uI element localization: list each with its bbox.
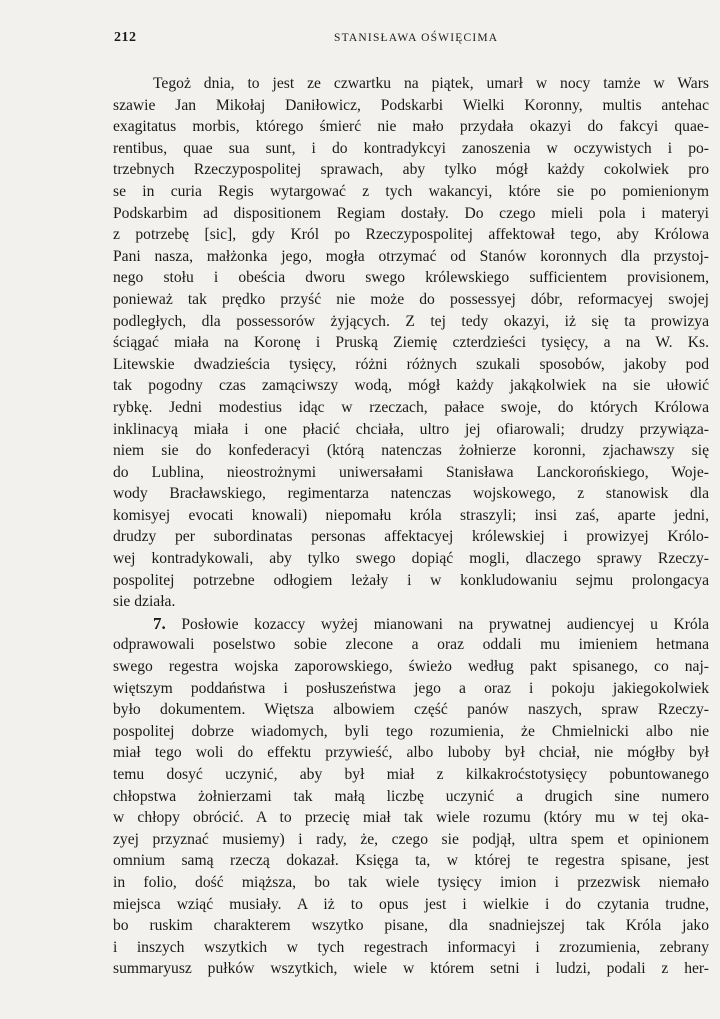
text-line <box>113 915 709 937</box>
line-text: Tegoż dnia, to jest ze czwartku na piątek, umarł w nocy tamże w Wars <box>153 75 709 92</box>
text-line <box>113 764 709 786</box>
line-text: z potrzebę [sic], gdy Król po Rzeczypospolitej affektował tego, aby Królowa <box>113 226 709 244</box>
page-header <box>0 30 720 52</box>
section-number: 7. <box>153 613 166 633</box>
text-line <box>113 289 709 311</box>
line-text: summaryusz pułków wszytkich, wiele w którem setni i ludzi, podali z her- <box>113 960 709 978</box>
text-line <box>113 224 709 246</box>
line-text: nego stołu i obeścia dworu swego królewskiego sufficientem provisionem, <box>113 269 709 287</box>
text-line <box>113 591 709 613</box>
text-line <box>113 548 709 570</box>
line-text: miejsca wziąć musiały. A iż to opus jest i wielkie i do czytania trudne, <box>113 895 709 913</box>
line-text: in folio, dość miąższa, bo tak wiele tysięcy imion i przezwisk niemało <box>113 873 709 891</box>
text-line <box>113 181 709 203</box>
text-line <box>113 73 709 95</box>
text-line <box>113 613 709 635</box>
line-text: Litewskie dwadzieścia tysięcy, różni różnych szukali sposobów, jakoby pod <box>113 355 709 373</box>
line-text: swego regestra wojska zaporowskiego, świeżo według pakt spisanego, co naj- <box>113 658 709 676</box>
line-text: rybkę. Jedni modestius idąc w rzeczach, pałace swoje, do których Królowa <box>113 398 709 416</box>
line-text: miał tego woli do effektu przywieść, albo luboby był chciał, nie mógłby był <box>113 744 709 762</box>
text-line <box>113 894 709 916</box>
text-line <box>113 138 709 160</box>
text-line <box>113 311 709 333</box>
line-text: niem sie do konfederacyi (którą natenczas żołnierze koronni, zjachawszy się <box>113 442 709 460</box>
text-line <box>113 440 709 462</box>
line-text: sie działa. <box>113 593 176 611</box>
line-text: drudzy per subordinatas personas affektacyej królewskiej i prowizyej Królo- <box>113 528 709 546</box>
line-text: rentibus, quae sua sunt, i do kontradykcyi zanoszenia w oczywistych i po- <box>113 139 709 157</box>
line-text: i inszych wszytkich w tych regestrach informacyi i zrozumienia, zebrany <box>113 938 709 956</box>
text-line <box>113 354 709 376</box>
line-text: inklinacyą miała i one płacić chciała, ultro jej ofiarowali; drudzy przywiąza- <box>113 420 709 438</box>
text-line <box>113 699 709 721</box>
line-text: do Lublina, nieostrożnymi uniwersałami Stanisława Lanckorońskiego, Woje- <box>113 463 709 481</box>
line-text: wej kontradykowali, aby tylko swego dopiąć mogli, dlaczego sprawy Rzeczy- <box>113 550 709 568</box>
text-line <box>113 807 709 829</box>
text-line <box>113 742 709 764</box>
text-line <box>113 419 709 441</box>
text-line <box>113 678 709 700</box>
line-text: pospolitej potrzebne odłogiem leżały i w konkludowaniu sejmu prolongacya <box>113 571 709 589</box>
line-text: tak pogodny czas zamąciwszy wodą, mógł każdy jakąkolwiek na sie ułowić <box>113 377 709 395</box>
line-text: trzebnych Rzeczypospolitej sprawach, aby tylko mógł każdy cokolwiek pro <box>113 161 709 179</box>
line-text: pospolitej dobrze wiadomych, byli tego rozumienia, że Chmielnicki albo nie <box>113 722 709 740</box>
line-text: więtszym poddaństwa i posłuszeństwa jego a oraz i pokoju jakiegokolwiek <box>113 679 709 697</box>
line-text: Posłowie kozaccy wyżej mianowani na prywatnej audiencyej u Króla <box>181 615 709 633</box>
text-line <box>113 850 709 872</box>
text-line <box>113 656 709 678</box>
text-line <box>113 462 709 484</box>
running-head: STANISŁAWA OŚWIĘCIMA <box>334 32 499 44</box>
line-text: ponieważ tak prędko przyść nie może do possessyej dóbr, reformacyej swojej <box>113 290 709 308</box>
body-text <box>113 73 709 980</box>
line-text: odprawowali poselstwo sobie zlecone a oraz oddali mu imieniem hetmana <box>113 636 709 654</box>
page-number: 212 <box>114 30 137 45</box>
text-line <box>113 483 709 505</box>
text-line <box>113 95 709 117</box>
text-line <box>113 872 709 894</box>
text-line <box>113 267 709 289</box>
line-text: zyej przyznać musiemy) i rady, że, czego sie podjął, ultra spem et opinionem <box>113 830 709 848</box>
line-text: ściągać miała na Koronę i Pruską Ziemię czterdzieści tysięcy, a na W. Ks. <box>113 334 709 352</box>
line-text: podległych, dla possessorów żyjących. Z tej tedy okazyi, iż się ta prowizya <box>113 312 709 330</box>
text-line <box>113 829 709 851</box>
line-text: Pani nasza, małżonka jego, mogła otrzymać od Stanów koronnych dla przystoj- <box>113 247 709 265</box>
line-text: temu dosyć uczynić, aby był miał z kilkakroćstotysięcy pobuntowanego <box>113 766 709 783</box>
line-text: komisyej evocati knowali) niepomału króla straszyli; insi zaś, aparte jedni, <box>113 506 709 524</box>
text-line <box>113 116 709 138</box>
text-line <box>113 937 709 959</box>
text-line <box>113 526 709 548</box>
text-line <box>113 786 709 808</box>
text-line <box>113 634 709 656</box>
line-text: chłopstwa żołnierzami tak małą liczbę uczynić a drugich sine numero <box>113 787 709 805</box>
line-text: było dokumentem. Więtsza albowiem część panów naszych, spraw Rzeczy- <box>113 701 709 719</box>
text-line <box>113 505 709 527</box>
line-text: exagitatus morbis, którego śmierć nie mało przydała okazyi do fakcyi quae- <box>113 118 709 136</box>
line-text: szawie Jan Mikołaj Daniłowicz, Podskarbi Wielki Koronny, multis antehac <box>113 96 709 114</box>
text-line <box>113 958 709 980</box>
line-text: omnium samą rzeczą dokazał. Księga ta, w której te regestra spisane, jest <box>113 852 709 870</box>
text-line <box>113 159 709 181</box>
text-line <box>113 246 709 268</box>
text-line <box>113 203 709 225</box>
text-line <box>113 375 709 397</box>
line-text: bo ruskim charakterem wszytko pisane, dla snadniejszej tak Króla jako <box>113 917 709 935</box>
text-line <box>113 570 709 592</box>
text-line <box>113 332 709 354</box>
line-text: w chłopy obrócić. A to przecię miał tak wiele rozumu (który mu w tej oka- <box>113 809 709 827</box>
text-line <box>113 721 709 743</box>
text-line <box>113 397 709 419</box>
line-text: se in curia Regis wytargować z tych wakancyi, które sie po pomienionym <box>113 182 709 200</box>
line-text: wody Bracławskiego, regimentarza natenczas wojskowego, z stanowisk dla <box>113 485 709 503</box>
line-text: Podskarbim ad dispositionem Regiam dostały. Do czego mieli pola i materyi <box>113 204 709 222</box>
